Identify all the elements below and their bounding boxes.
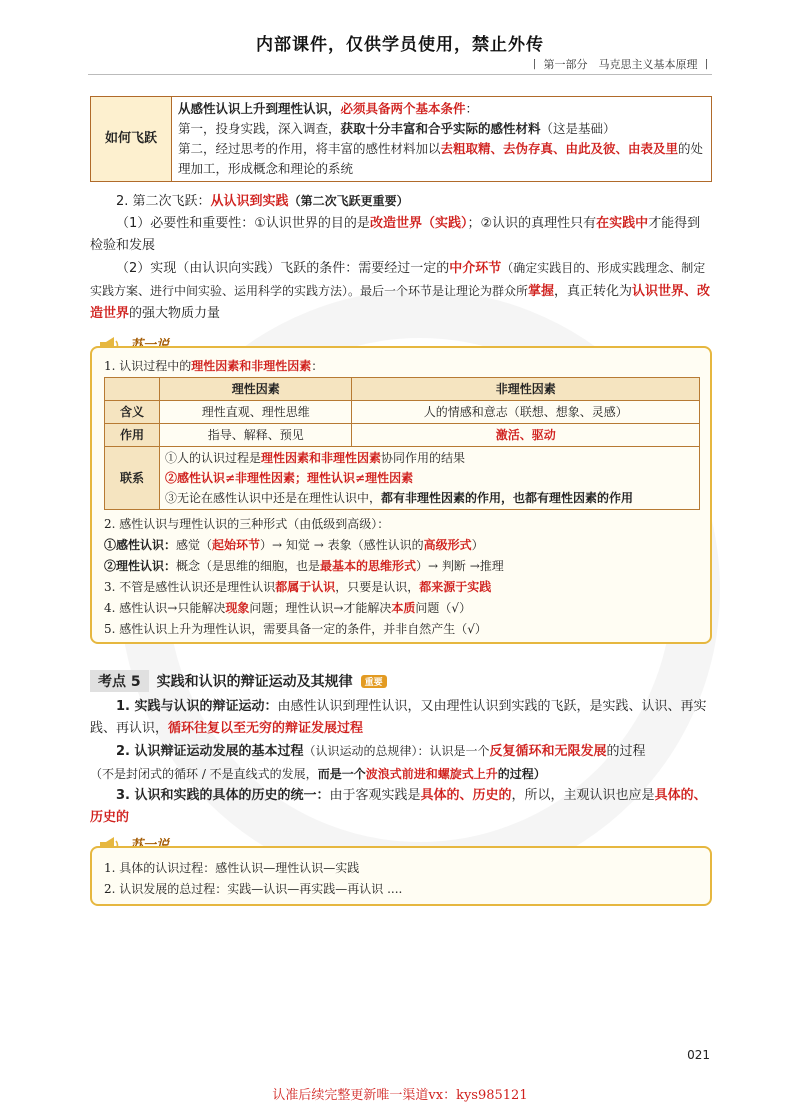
kp5-paragraph-2: 2. 认识辩证运动发展的基本过程（认识运动的总规律）：认识是一个反复循环和无限发展的过程: [116, 744, 646, 759]
key-point-5-body: [90, 696, 712, 829]
leap-conditions-table: [90, 96, 712, 182]
second-leap-heading: 2. 第二次飞跃：从认识到实践（第二次飞跃更重要）: [116, 194, 409, 209]
kp5-paragraph-1: 1. 实践与认识的辩证运动：由感性认识到理性认识，又由理性认识到实践的飞跃，是实践、认识、再实践、再认识，循环往复以至无穷的辩证发展过程: [90, 699, 707, 736]
section-label: 丨 第一部分 马克思主义基本原理 丨: [529, 58, 712, 71]
cmp-row-relation-head: 联系: [105, 447, 160, 510]
kp5-paragraph-3: 3. 认识和实践的具体的历史的统一：由于客观实践是具体的、历史的，所以，主观认识也应是具体的、历史的: [90, 788, 707, 825]
key-point-title: 实践和认识的辩证运动及其规律: [156, 674, 353, 690]
page-number: 021: [687, 1048, 710, 1062]
tip-box-2: [90, 846, 712, 906]
tip1-line-3: ①感性认识：感觉（起始环节）→ 知觉 → 表象（感性认识的高级形式）: [104, 538, 484, 552]
necessity-paragraph: （1）必要性和重要性：①认识世界的目的是改造世界（实践）；②认识的真理性只有在实践中才能得到检验和发展: [90, 216, 701, 253]
leap-line-3: 第二，经过思考的作用，将丰富的感性材料加以去粗取精、去伪存真、由此及彼、由表及里的处理加工，形成概念和理论的系统: [178, 141, 704, 176]
header-divider: [88, 74, 712, 75]
cmp-row-meaning-irrational: 人的情感和意志（联想、想象、灵感）: [352, 401, 700, 424]
cmp-col-rational: 理性因素: [160, 378, 352, 401]
leap-line-2: 第一，投身实践，深入调查，获取十分丰富和合乎实际的感性材料（这是基础）: [178, 121, 616, 136]
relation-line-2: ②感性认识≠非理性因素；理性认识≠理性因素: [165, 471, 414, 485]
tip1-line-5: 3. 不管是感性认识还是理性认识都属于认识，只要是认识，都来源于实践: [104, 580, 492, 594]
second-leap-section: [90, 190, 712, 325]
cmp-corner: [105, 378, 160, 401]
tip1-line-4: ②理性认识：概念（是思维的细胞，也是最基本的思维形式）→ 判断 →推理: [104, 559, 504, 573]
cmp-row-role-head: 作用: [105, 424, 160, 447]
leap-table-head: 如何飞跃: [91, 97, 172, 182]
key-point-number: 考点 5: [90, 670, 149, 692]
kp5-paragraph-2-note: （不是封闭式的循环 / 不是直线式的发展，而是一个波浪式前进和螺旋式上升的过程）: [90, 767, 546, 781]
tip2-line-1: 1. 具体的认识过程：感性认识—理性认识—实践: [104, 861, 360, 875]
tip1-line-6: 4. 感性认识→只能解决现象问题；理性认识→才能解决本质问题（√）: [104, 601, 472, 615]
footer-notice: 认准后续完整更新唯一渠道vx：kys985121: [272, 1088, 528, 1103]
cmp-row-relation-body: [160, 447, 700, 510]
cmp-row-role-irrational: 激活、驱动: [352, 424, 700, 447]
tip1-line-7: 5. 感性认识上升为理性认识，需要具备一定的条件，并非自然产生（√）: [104, 622, 487, 636]
tip1-line-1: 1. 认识过程中的理性因素和非理性因素：: [104, 359, 324, 373]
rational-factor-table: [104, 377, 700, 510]
leap-table-body: [172, 97, 712, 182]
leap-line-1: 从感性认识上升到理性认识，必须具备两个基本条件：: [178, 101, 479, 116]
cmp-row-meaning-rational: 理性直观、理性思维: [160, 401, 352, 424]
key-point-5-heading: [90, 670, 387, 692]
relation-line-1: ①人的认识过程是理性因素和非理性因素协同作用的结果: [165, 451, 466, 465]
relation-line-3: ③无论在感性认识中还是在理性认识中，都有非理性因素的作用，也都有理性因素的作用: [165, 491, 634, 505]
tip-box-1: [90, 346, 712, 644]
tip1-line-2: 2. 感性认识与理性认识的三种形式（由低级到高级）：: [104, 517, 390, 531]
important-badge: 重要: [361, 675, 387, 688]
tip2-line-2: 2. 认识发展的总过程：实践—认识—再实践—再认识 ....: [104, 882, 403, 896]
page-header-title: 内部课件，仅供学员使用，禁止外传: [256, 35, 544, 55]
cmp-col-irrational: 非理性因素: [352, 378, 700, 401]
cmp-row-role-rational: 指导、解释、预见: [160, 424, 352, 447]
cmp-row-meaning-head: 含义: [105, 401, 160, 424]
conditions-paragraph: （2）实现（由认识向实践）飞跃的条件：需要经过一定的中介环节（确定实践目的、形成实践理念、制定实践方案、进行中间实验、运用科学的实践方法）。最后一个环节是让理论为群众所掌握，真正转化为认识世界、改造世界的强大物质力量: [90, 261, 711, 321]
